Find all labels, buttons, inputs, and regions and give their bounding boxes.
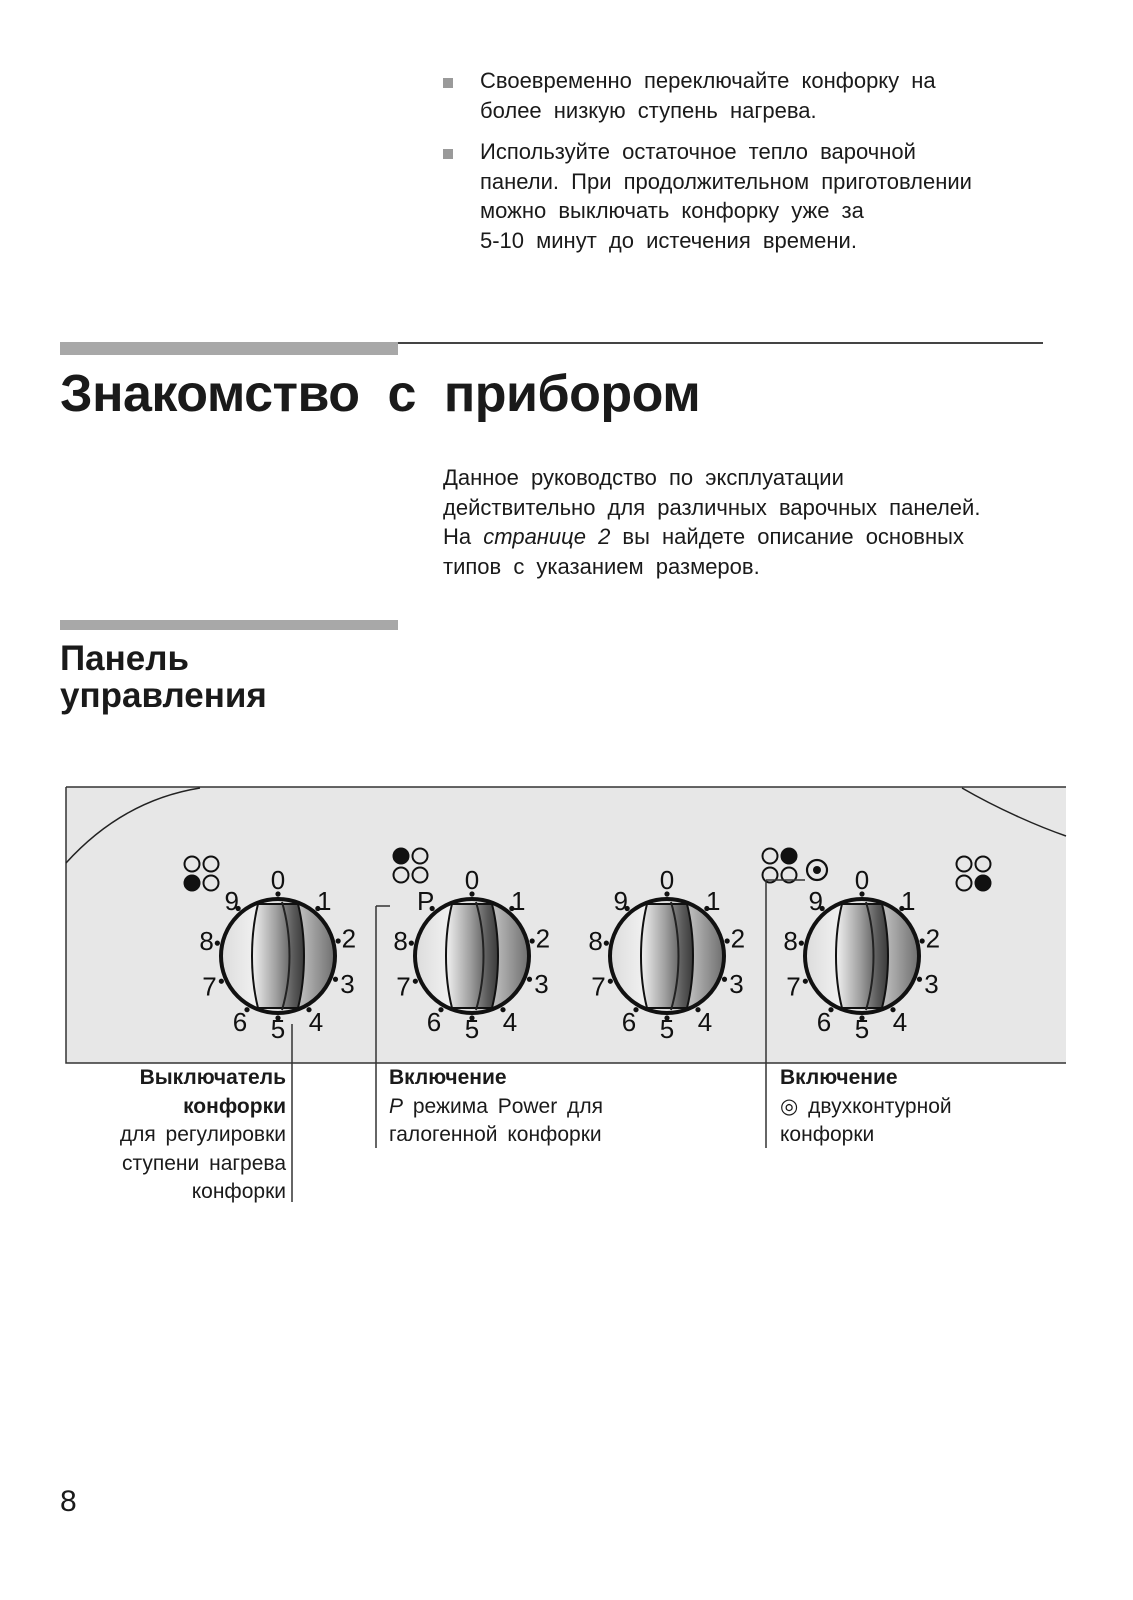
scale-label: 4 (502, 1006, 518, 1037)
scale-label: 9 (808, 885, 823, 916)
scale-label: 9 (224, 885, 239, 916)
tip-line: 5-10 минут до истечения времени. (480, 227, 857, 253)
scale-dot (608, 979, 613, 984)
tip-line: Используйте остаточное тепло варочной (480, 139, 916, 164)
callout-text: режима Power для (403, 1094, 603, 1118)
scale-dot (333, 977, 338, 982)
dual-circuit-icon-center (813, 866, 821, 874)
scale-label: 5 (659, 1014, 675, 1044)
page-number: 8 (60, 1485, 77, 1518)
page-reference-link[interactable]: странице 2 (483, 524, 611, 549)
power-symbol-icon: P (389, 1094, 404, 1118)
scale-label: 5 (464, 1014, 480, 1044)
scale-dot (803, 979, 808, 984)
scale-label: 1 (317, 885, 332, 916)
scale-dot (219, 979, 224, 984)
scale-dot (336, 938, 341, 943)
scale-label: 8 (393, 925, 408, 956)
intro-line: Данное руководство по эксплуатации (443, 465, 844, 490)
scale-label: 1 (901, 885, 916, 916)
scale-label: 7 (202, 971, 217, 1002)
callout-title: Включение (780, 1066, 898, 1089)
scale-dot (920, 938, 925, 943)
scale-label: 7 (786, 971, 801, 1002)
scale-dot (917, 977, 922, 982)
callout-text: конфорки (780, 1123, 875, 1146)
subsection-title-line: управления (60, 676, 267, 715)
intro-line: действительно для различных варочных панелей. (443, 494, 981, 520)
tip-line: панели. При продолжительном приготовлении (480, 168, 972, 194)
knob-grip (641, 904, 693, 1008)
scale-dot (604, 941, 609, 946)
section-title: Знакомство с прибором (60, 365, 701, 423)
scale-label: 6 (621, 1006, 637, 1037)
callout-text: галогенной конфорки (389, 1123, 602, 1146)
callout-dual-circuit (780, 1064, 1080, 1150)
callout-power-mode (389, 1064, 749, 1150)
subsection-title-line: Панель (60, 639, 189, 678)
scale-label: 6 (426, 1006, 442, 1037)
scale-dot (413, 979, 418, 984)
scale-dot (409, 941, 414, 946)
scale-label: 9 (613, 885, 628, 916)
scale-label: 2 (730, 923, 746, 954)
scale-label: 6 (816, 1006, 832, 1037)
callout-title: Включение (389, 1066, 507, 1089)
scale-label: 1 (511, 885, 526, 916)
knob-grip (252, 904, 304, 1008)
scale-label: 4 (892, 1006, 908, 1037)
scale-label: 8 (783, 925, 798, 956)
scale-dot (527, 977, 532, 982)
callout-text: для регулировки (119, 1123, 286, 1146)
scale-dot (530, 938, 535, 943)
burner-dot-active-icon (976, 876, 991, 891)
scale-label: 2 (925, 923, 941, 954)
burner-dot-active-icon (782, 849, 797, 864)
callout-burner-switch (60, 1064, 286, 1207)
callout-text: двухконтурной (798, 1094, 952, 1118)
scale-label: 0 (464, 865, 480, 895)
callout-title: конфорки (183, 1094, 286, 1118)
scale-dot (799, 941, 804, 946)
scale-label: 3 (534, 969, 549, 1000)
scale-label: 7 (396, 971, 411, 1002)
scale-label: 8 (199, 925, 214, 956)
scale-label: 2 (535, 923, 551, 954)
scale-label: 4 (697, 1006, 713, 1037)
scale-dot (215, 941, 220, 946)
scale-label: 5 (854, 1014, 870, 1044)
burner-dot-active-icon (394, 849, 409, 864)
dual-circuit-symbol-icon: ◎ (780, 1094, 799, 1118)
scale-label: 7 (591, 971, 606, 1002)
scale-label: 2 (341, 923, 357, 954)
tip-line: Своевременно переключайте конфорку на (480, 68, 936, 93)
scale-label: 3 (924, 969, 939, 1000)
intro-text: На (443, 524, 484, 549)
scale-label: 5 (270, 1014, 286, 1044)
panel-background (66, 787, 1066, 1063)
callout-title: Выключатель (139, 1066, 286, 1089)
scale-dot (722, 977, 727, 982)
burner-dot-active-icon (185, 876, 200, 891)
scale-label: 3 (340, 969, 355, 1000)
scale-label: 1 (706, 885, 721, 916)
scale-dot (725, 938, 730, 943)
scale-label: 8 (588, 925, 603, 956)
knob-grip (836, 904, 888, 1008)
intro-line: типов с указанием размеров. (443, 553, 760, 579)
tip-line: можно выключать конфорку уже за (480, 198, 864, 223)
scale-label: 0 (854, 865, 870, 895)
scale-label: 3 (729, 969, 744, 1000)
callout-text: конфорки (191, 1180, 286, 1203)
scale-label: 6 (232, 1006, 248, 1037)
intro-text: вы найдете описание основных (610, 524, 964, 549)
tip-line: более низкую ступень нагрева. (480, 97, 817, 123)
knob-grip (446, 904, 498, 1008)
scale-label: P (417, 885, 435, 916)
scale-label: 0 (270, 865, 286, 895)
callout-text: ступени нагрева (122, 1151, 286, 1175)
scale-label: 0 (659, 865, 675, 895)
scale-label: 4 (308, 1006, 324, 1037)
